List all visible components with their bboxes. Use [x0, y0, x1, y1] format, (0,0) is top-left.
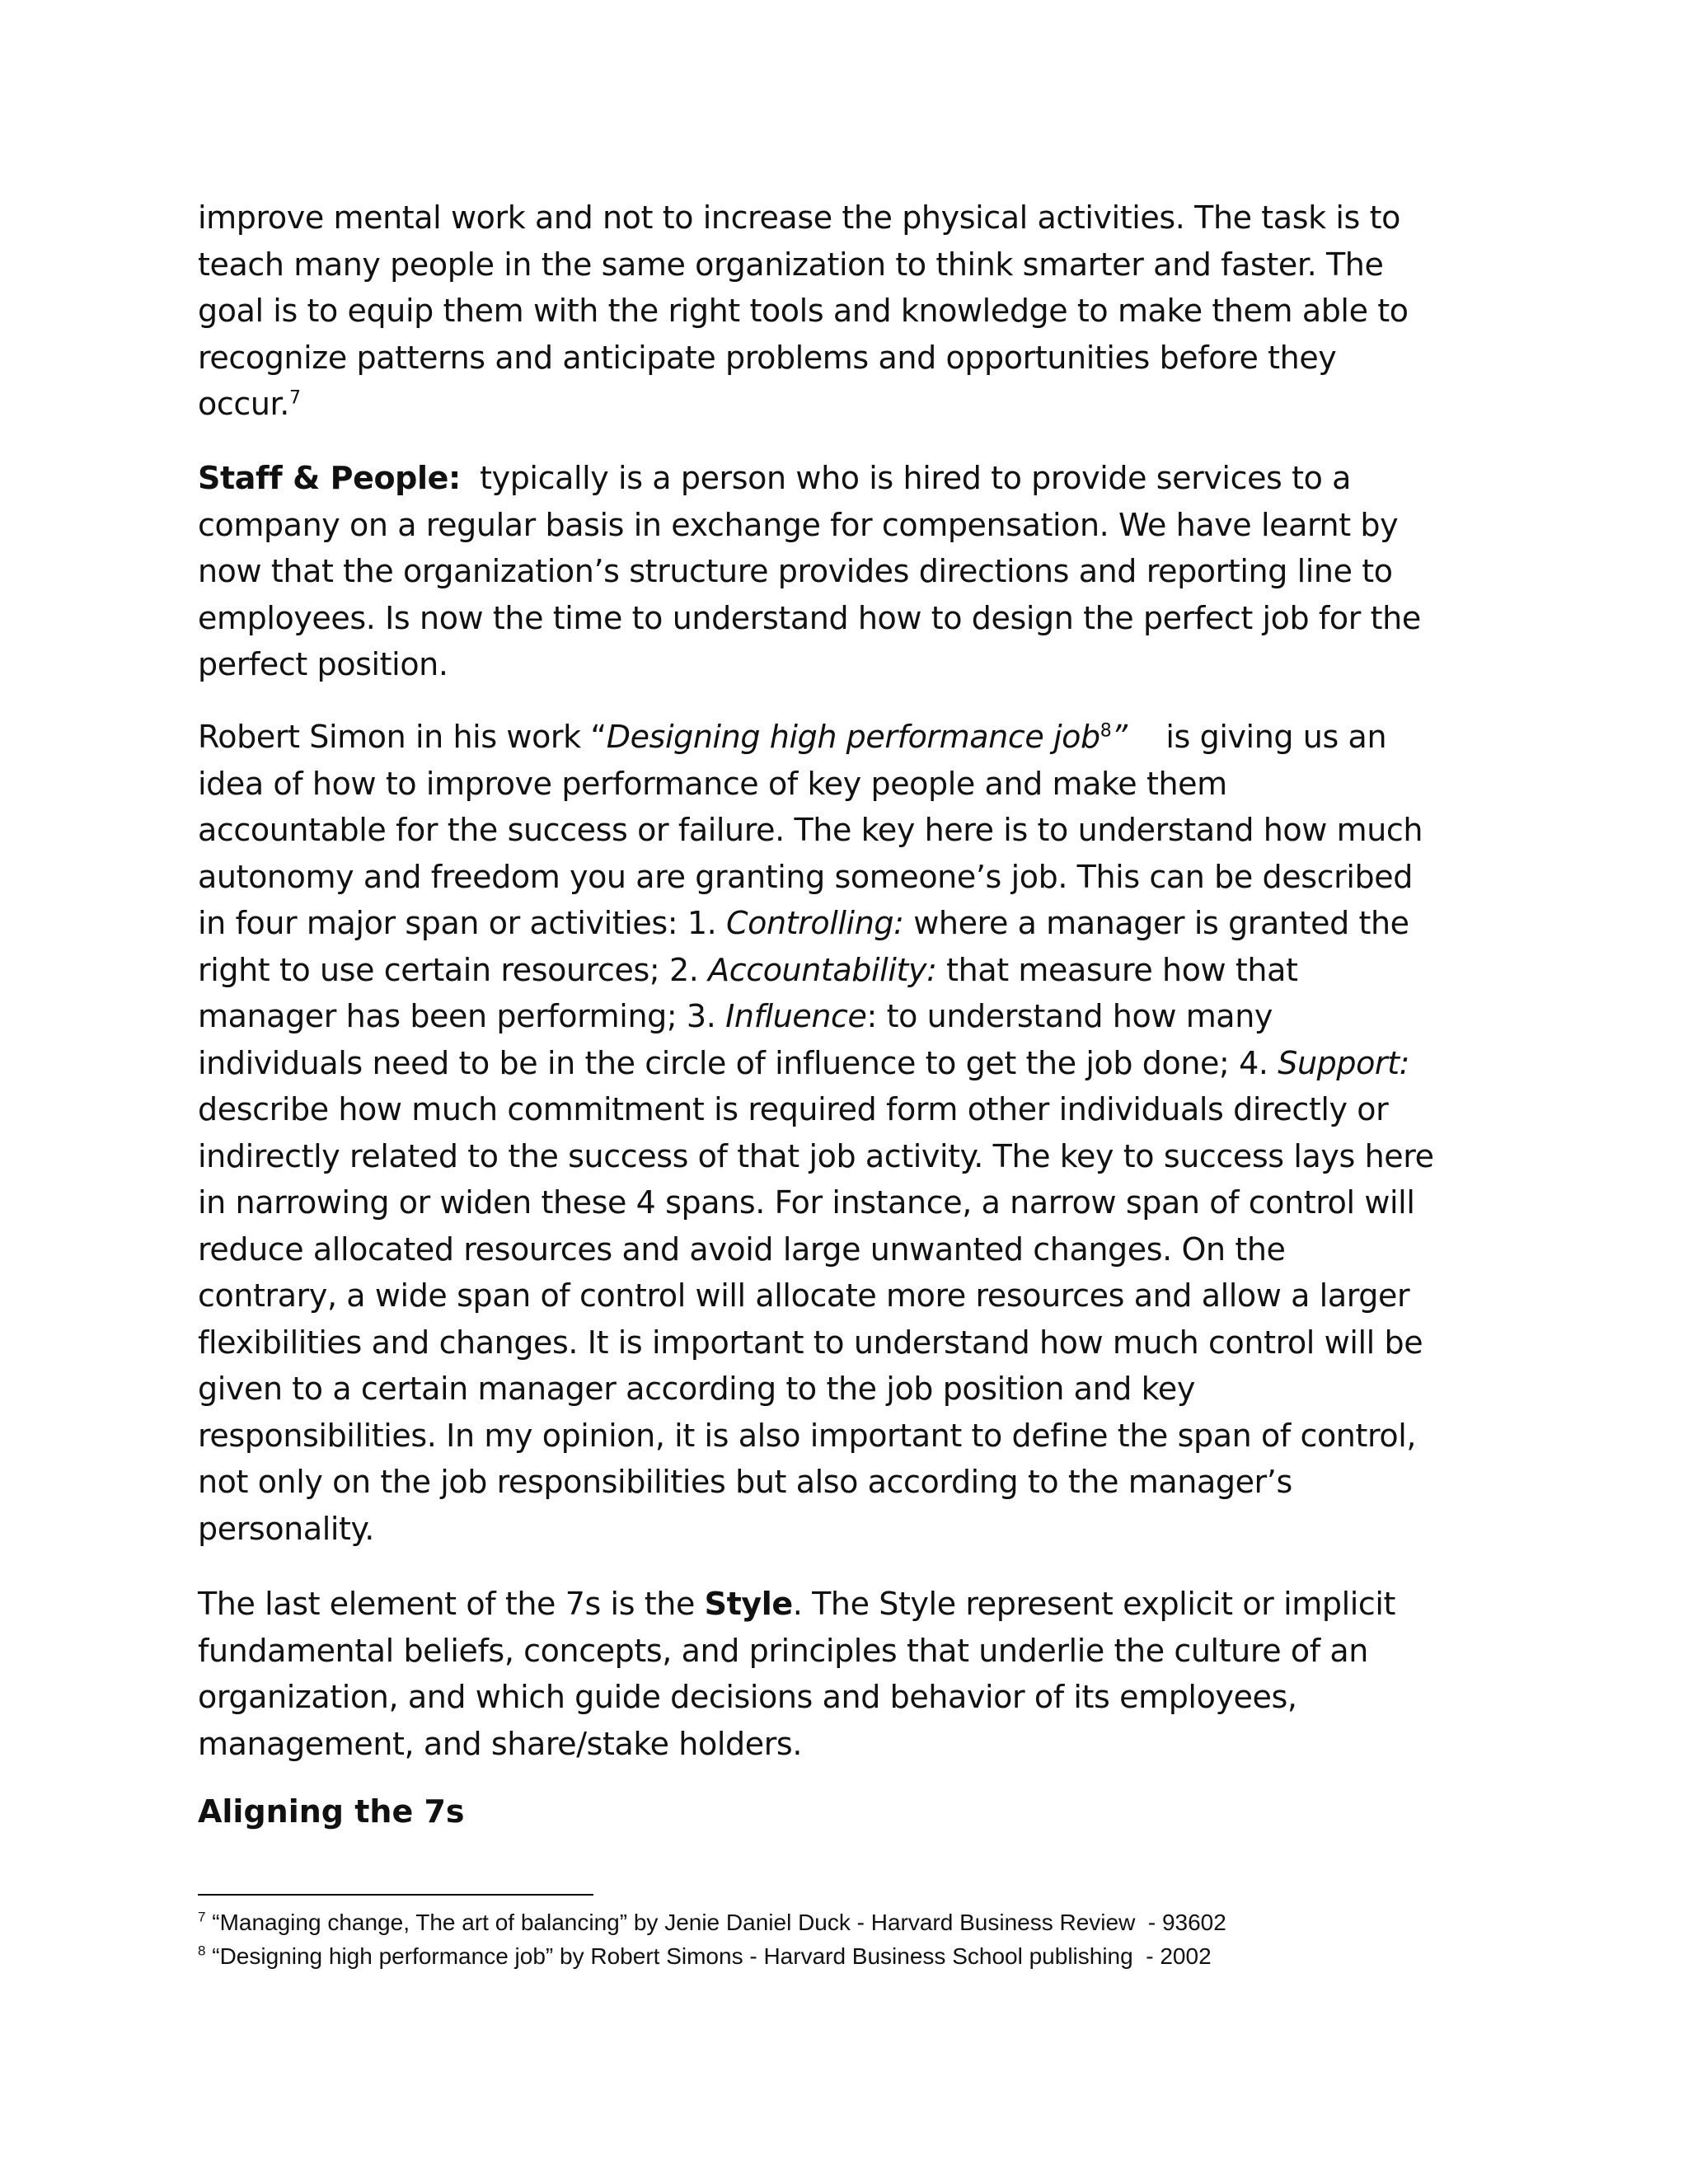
text-line — [198, 455, 1484, 502]
text-line: now that the organization’s structure provides directions and reporting line to — [198, 553, 1393, 589]
paragraph-mental-work — [198, 194, 1484, 428]
text-line: management, and share/stake holders. — [198, 1725, 803, 1762]
text-line: teach many people in the same organization to think smarter and faster. The — [198, 246, 1384, 283]
bold-term: Style — [704, 1586, 793, 1622]
text-line: fundamental beliefs, concepts, and principles that underlie the culture of an — [198, 1632, 1368, 1669]
text-fragment: . The Style represent explicit or implicit — [792, 1586, 1396, 1622]
text-fragment: typically is a person who is hired to provide services to a — [460, 460, 1352, 496]
text-line: not only on the job responsibilities but also according to the manager’s — [198, 1464, 1292, 1500]
footnote-item — [198, 1905, 1226, 1939]
text-line — [198, 381, 1484, 428]
closing-quote: ” — [1111, 719, 1128, 755]
text-line — [198, 1581, 1484, 1628]
text-line: describe how much commitment is required form other individuals directly or — [198, 1091, 1389, 1127]
footnote-text: “Designing high performance job” by Robert Simons - Harvard Business School publishing - 2002 — [205, 1943, 1212, 1969]
text-fragment: right to use certain resources; 2. — [198, 951, 709, 988]
text-fragment: is giving us an — [1127, 719, 1387, 755]
footnote-text: “Managing change, The art of balancing” by Jenie Daniel Duck - Harvard Business Review - 93602 — [205, 1910, 1226, 1935]
text-line: employees. Is now the time to understand how to design the perfect job for the — [198, 599, 1421, 636]
text-fragment: where a manager is granted the — [903, 905, 1409, 941]
text-line: recognize patterns and anticipate problems and opportunities before they — [198, 339, 1337, 376]
text-line: flexibilities and changes. It is important to understand how much control will be — [198, 1324, 1423, 1361]
footnotes — [198, 1905, 1226, 1973]
italic-term: Influence — [725, 998, 867, 1034]
italic-term: Controlling: — [726, 905, 904, 941]
text-line: perfect position. — [198, 646, 448, 682]
text-fragment: in four major span or activities: 1. — [198, 905, 726, 941]
text-line: personality. — [198, 1510, 374, 1547]
text-line — [198, 900, 1484, 947]
text-fragment: The last element of the 7s is the — [198, 1586, 705, 1622]
text-line: autonomy and freedom you are granting someone’s job. This can be described — [198, 858, 1413, 895]
paragraph-style — [198, 1581, 1484, 1767]
paragraph-staff-people — [198, 455, 1484, 688]
text-line: organization, and which guide decisions and behavior of its employees, — [198, 1679, 1297, 1715]
footnote-item — [198, 1939, 1226, 1973]
text-fragment: occur. — [198, 386, 289, 422]
bold-term: Staff & People: — [198, 460, 461, 496]
text-line: given to a certain manager according to the job position and key — [198, 1371, 1195, 1407]
text-line — [198, 947, 1484, 994]
text-line: reduce allocated resources and avoid large unwanted changes. On the — [198, 1230, 1286, 1268]
paragraph-robert-simon — [198, 714, 1484, 1552]
text-line: improve mental work and not to increase the physical activities. The task is to — [198, 199, 1400, 236]
footnote-divider — [198, 1894, 593, 1896]
text-line: company on a regular basis in exchange for compensation. We have learnt by — [198, 506, 1399, 543]
text-line: indirectly related to the success of that job activity. The key to success lays here — [198, 1137, 1434, 1174]
text-fragment: individuals need to be in the circle of influence to get the job done; 4. — [198, 1044, 1278, 1081]
footnote-reference[interactable]: 7 — [288, 387, 301, 409]
italic-term: Accountability: — [708, 951, 937, 988]
footnote-reference[interactable]: 8 — [1100, 720, 1112, 742]
text-line: responsibilities. In my opinion, it is also important to define the span of control, — [198, 1417, 1417, 1454]
text-line: in narrowing or widen these 4 spans. For instance, a narrow span of control will — [198, 1184, 1415, 1221]
text-line: idea of how to improve performance of key people and make them — [198, 765, 1227, 802]
footnote-number: 8 — [198, 1943, 206, 1959]
text-line: contrary, a wide span of control will allocate more resources and allow a larger — [198, 1277, 1410, 1314]
text-fragment: that measure how that — [936, 951, 1298, 988]
italic-title: Designing high performance job — [606, 719, 1100, 755]
section-heading: Aligning the 7s — [198, 1793, 465, 1830]
text-line — [198, 993, 1484, 1040]
text-fragment: manager has been performing; 3. — [198, 998, 726, 1034]
text-line — [198, 1040, 1484, 1087]
text-line: accountable for the success or failure. The key here is to understand how much — [198, 812, 1423, 848]
italic-term: Support: — [1278, 1044, 1410, 1081]
text-fragment: : to understand how many — [866, 998, 1273, 1034]
footnote-number: 7 — [198, 1909, 206, 1925]
text-line — [198, 714, 1484, 761]
text-fragment: Robert Simon in his work “ — [198, 719, 607, 755]
text-line: goal is to equip them with the right tools and knowledge to make them able to — [198, 293, 1409, 329]
